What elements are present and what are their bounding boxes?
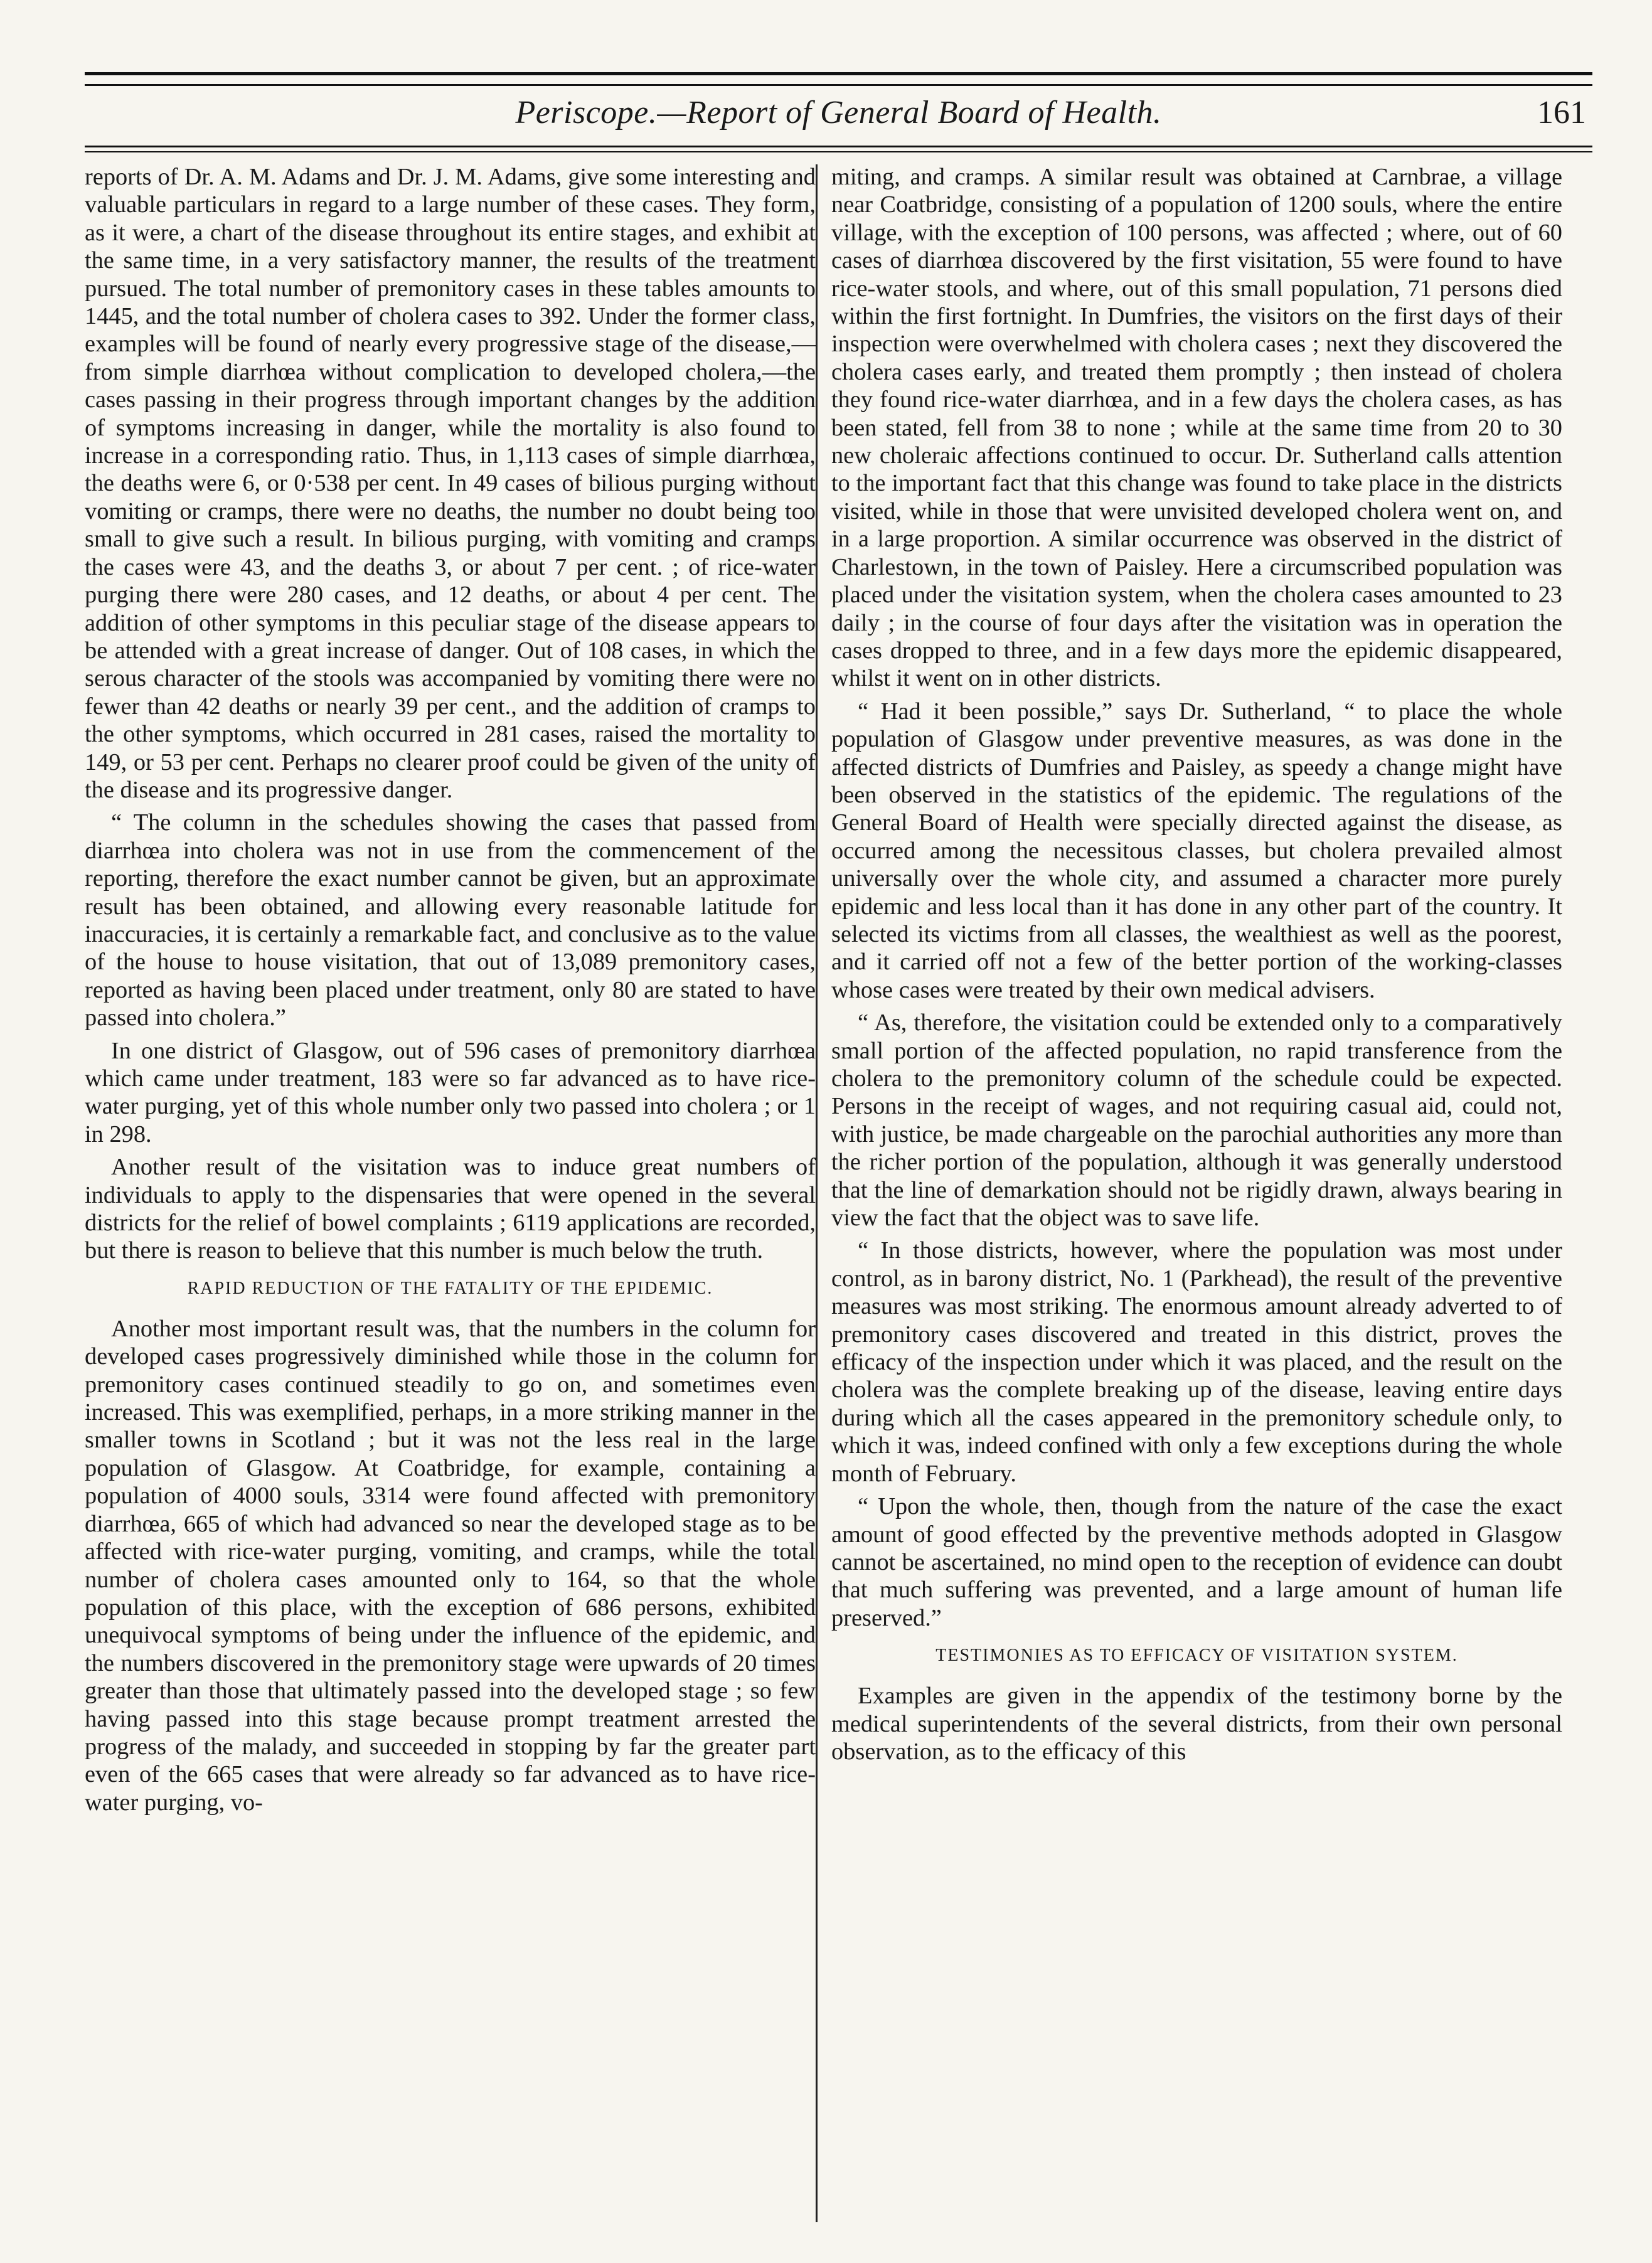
section-heading: RAPID REDUCTION OF THE FATALITY OF THE EPIDEMIC. [187,1278,713,1298]
paragraph: reports of Dr. A. M. Adams and Dr. J. M. Adams, give some interesting and valuable particulars in regard to a large number of these cases. They form, as it were, a chart of the disease throughout its entire stages, and exhibit at the same time, in a very satisfactory manner, the results of the treatment pursued. The total number of premonitory cases in these tables amounts to 1445, and the total number of cholera cases to 392. Under the former class, examples will be found of nearly every progressive stage of the disease,—from simple diarrhœa without complication to developed cholera,—the cases passing in their progress through important changes by the addition of symptoms increasing in danger, while the mortality is also found to increase in a corresponding ratio. Thus, in 1,113 cases of simple diarrhœa, the deaths were 6, or 0·538 per cent. In 49 cases of bilious purging without vomiting or cramps, there were no deaths, the number no doubt being too small to give such a result. In bilious purging, with vomiting and cramps the cases were 43, and the deaths 3, or about 7 per cent. ; of rice-water purging there were 280 cases, and 12 deaths, or about 4 per cent. The addition of other symptoms in this peculiar stage of the disease appears to be attended with a great increase of danger. Out of 108 cases, in which the serous character of the stools was accompanied by vomiting there were no fewer than 42 deaths or nearly 39 per cent., and the addition of cramps to the other symptoms, which occurred in 281 cases, raised the mortality to 149, or 53 per cent. Perhaps no clearer proof could be given of the unity of the disease and its progressive danger. [85,164,816,803]
section-heading: TESTIMONIES AS TO EFFICACY OF VISITATION SYSTEM. [935,1646,1458,1666]
paragraph: “ As, therefore, the visitation could be extended only to a comparatively small portion of the affected population, no rapid transference from the cholera to the premonitory column of the schedule could be expected. Persons in the receipt of wages, and not requiring casual aid, could not, with justice, be made chargeable on the parochial authorities any more than the richer portion of the population, although it was generally understood that the line of demarkation should not be rigidly drawn, always bearing in view the fact that the object was to save life. [831,1009,1562,1232]
paragraph: “ Had it been possible,” says Dr. Sutherland, “ to place the whole population of Glasgow under preventive measures, as was done in the affected districts of Dumfries and Paisley, as speedy a change might have been observed in the statistics of the epidemic. The regulations of the General Board of Health were specially directed against the disease, as occurred among the necessitous classes, but cholera prevailed almost universally over the whole city, and assumed a character more purely epidemic and less local than it has done in any other part of the country. It selected its victims from all classes, the wealthiest as well as the poorest, and it carried off not a few of the better portion of the working-classes whose cases were treated by their own medical advisers. [831,698,1562,1003]
left-column [85,163,816,1816]
paragraph: Another most important result was, that the numbers in the column for developed cases progressively diminished while those in the column for premonitory cases continued steadily to go on, and sometimes even increased. This was exemplified, perhaps, in a more striking manner in the smaller towns in Scotland ; but it was not the less real in the large population of Glasgow. At Coatbridge, for example, containing a population of 4000 souls, 3314 were found affected with premonitory diarrhœa, 665 of which had advanced so near the developed stage as to be affected with rice-water purging, vomiting, and cramps, while the total number of cholera cases amounted only to 164, so that the whole population of this place, with the exception of 686 persons, exhibited unequivocal symptoms of being under the influence of the epidemic, and the numbers discovered in the premonitory stage were upwards of 20 times greater than those that ultimately passed into the developed stage ; so few having passed into this stage because prompt treatment arrested the progress of the malady, and succeeded in stopping by far the greater part even of the 665 cases that were already so far advanced as to have rice-water purging, vo- [85,1315,816,1816]
page-header [85,94,1592,144]
page-number: 161 [1537,95,1586,130]
paragraph: miting, and cramps. A similar result was obtained at Carnbrae, a village near Coatbridge, consisting of a population of 1200 souls, where the entire village, with the exception of 100 persons, was affected ; where, out of 60 cases of diarrhœa discovered by the first visitation, 55 were found to have rice-water stools, and where, out of this small population, 71 persons died within the first fortnight. In Dumfries, the visitors on the first days of their inspection were overwhelmed with cholera cases ; next they discovered the cholera cases early, and treated them promptly ; then instead of cholera they found rice-water diarrhœa, and in a few days the cholera cases, as has been stated, fell from 38 to none ; while at the same time from 20 to 30 new choleraic affections continued to occur. Dr. Sutherland calls attention to the important fact that this change was found to take place in the districts visited, while in those that were unvisited developed cholera went on, and in a large proportion. A similar occurrence was observed in the district of Charlestown, in the town of Paisley. Here a circumscribed population was placed under the visitation system, when the cholera cases amounted to 23 daily ; in the course of four days after the visitation was in operation the cases dropped to three, and in a few days more the epidemic disappeared, whilst it went on in other districts. [831,164,1562,692]
paragraph: In one district of Glasgow, out of 596 cases of premonitory diarrhœa which came under treatment, 183 were so far advanced as to have rice-water purging, yet of this whole number only two passed into cholera ; or 1 in 298. [85,1037,816,1147]
top-double-rule [85,72,1592,86]
column-divider [816,164,818,2222]
paragraph: Examples are given in the appendix of the testimony borne by the medical superintendents of the several districts, from their own personal observation, as to the efficacy of this [831,1683,1562,1765]
right-column [831,163,1562,1765]
paragraph: “ Upon the whole, then, though from the nature of the case the exact amount of good effected by the preventive methods adopted in Glasgow cannot be ascertained, no mind open to the reception of evidence can doubt that much suffering was prevented, and a large amount of human life preserved.” [831,1493,1562,1631]
paragraph: Another result of the visitation was to induce great numbers of individuals to apply to the dispensaries that were opened in the several districts for the relief of bowel complaints ; 6119 applications are recorded, but there is reason to believe that this number is much below the truth. [85,1154,816,1264]
header-rule [85,146,1592,152]
paragraph: “ In those districts, however, where the population was most under control, as in barony district, No. 1 (Parkhead), the result of the preventive measures was most striking. The enormous amount already adverted to of premonitory cases discovered and treated in this district, proves the efficacy of the inspection under which it was placed, and the result on the cholera was the complete breaking up of the disease, leaving entire days during which all the cases appeared in the premonitory schedule only, to which it was, indeed confined with only a few exceptions during the whole month of February. [831,1237,1562,1487]
paragraph: “ The column in the schedules showing the cases that passed from diarrhœa into cholera was not in use from the commencement of the reporting, therefore the exact number cannot be given, but an approximate result has been obtained, and allowing every reasonable latitude for inaccuracies, it is certainly a remarkable fact, and conclusive as to the value of the house to house visitation, that out of 13,089 premonitory cases, reported as having been placed under treatment, only 80 are stated to have passed into cholera.” [85,809,816,1031]
running-title: Periscope.—Report of General Board of Health. [515,95,1162,130]
